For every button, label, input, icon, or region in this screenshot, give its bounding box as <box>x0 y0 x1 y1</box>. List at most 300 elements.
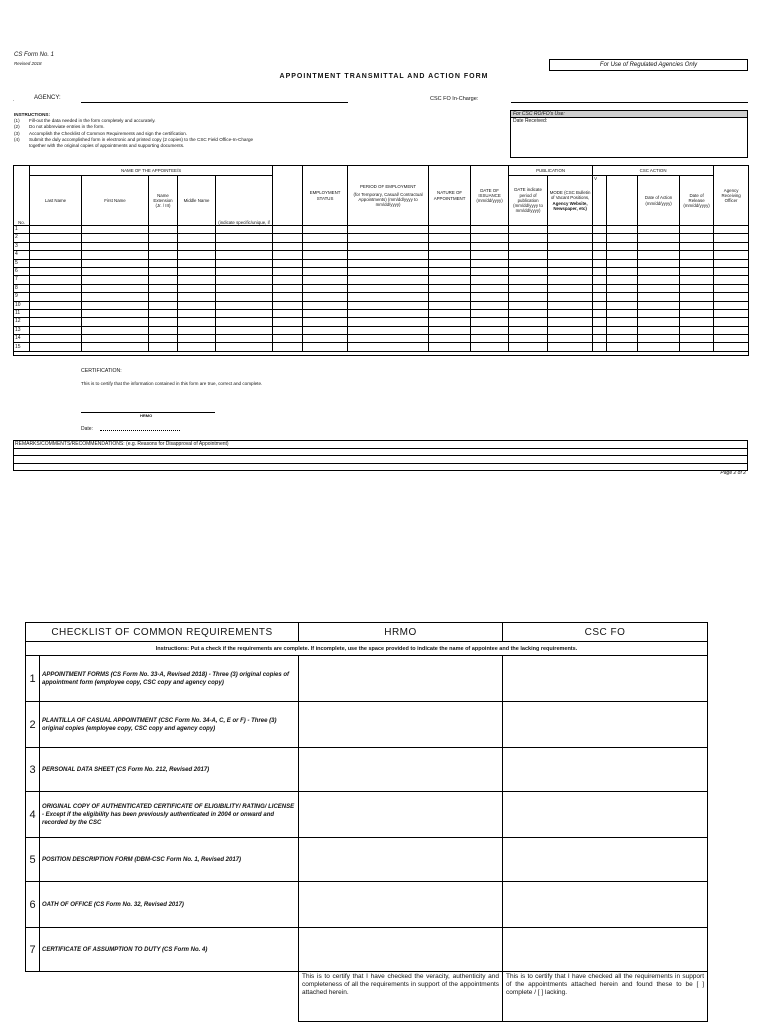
table-cell[interactable] <box>714 343 749 351</box>
table-cell[interactable] <box>638 309 680 317</box>
table-cell[interactable] <box>303 309 348 317</box>
table-cell[interactable] <box>509 309 548 317</box>
hrmo-check-cell[interactable] <box>299 748 503 792</box>
table-cell[interactable] <box>82 309 149 317</box>
table-cell[interactable] <box>680 267 714 275</box>
table-cell[interactable] <box>273 301 303 309</box>
table-cell[interactable] <box>548 259 593 267</box>
csc-fo-check-cell[interactable] <box>503 792 708 838</box>
table-cell[interactable] <box>638 267 680 275</box>
hrmo-check-cell[interactable] <box>299 882 503 928</box>
table-cell[interactable] <box>509 259 548 267</box>
table-cell[interactable] <box>638 226 680 234</box>
table-cell[interactable] <box>714 259 749 267</box>
table-cell[interactable] <box>607 326 638 334</box>
table-cell[interactable] <box>471 259 509 267</box>
csc-fo-check-cell[interactable] <box>503 882 708 928</box>
table-cell[interactable] <box>638 301 680 309</box>
table-cell[interactable] <box>548 293 593 301</box>
table-cell[interactable] <box>216 284 273 292</box>
table-cell[interactable] <box>216 343 273 351</box>
table-cell[interactable] <box>471 267 509 275</box>
table-row <box>14 251 749 259</box>
table-cell[interactable] <box>607 335 638 343</box>
table-cell[interactable] <box>82 301 149 309</box>
row-number: 5 <box>14 259 30 267</box>
table-cell[interactable] <box>680 293 714 301</box>
table-cell[interactable] <box>30 318 82 326</box>
table-cell[interactable] <box>273 293 303 301</box>
remarks-line[interactable] <box>14 463 748 471</box>
table-cell[interactable] <box>348 293 429 301</box>
table-cell[interactable] <box>348 326 429 334</box>
table-cell[interactable] <box>471 242 509 250</box>
table-cell[interactable] <box>593 234 607 242</box>
checklist-item-text: OATH OF OFFICE (CS Form No. 32, Revised 2017) <box>40 882 299 928</box>
remarks-line[interactable] <box>14 448 748 456</box>
table-cell[interactable] <box>178 284 216 292</box>
checklist-item-text: APPOINTMENT FORMS (CS Form No. 33-A, Revised 2018) - Three (3) original copies of appointment form (employee copy, CSC copy and agency copy) <box>40 656 299 702</box>
table-cell[interactable] <box>216 226 273 234</box>
table-cell[interactable] <box>178 293 216 301</box>
table-cell[interactable] <box>149 335 178 343</box>
csc-fo-check-cell[interactable] <box>503 702 708 748</box>
table-cell[interactable] <box>593 343 607 351</box>
table-cell[interactable] <box>680 226 714 234</box>
table-cell[interactable] <box>216 309 273 317</box>
table-cell[interactable] <box>303 276 348 284</box>
table-cell[interactable] <box>429 326 471 334</box>
table-cell[interactable] <box>149 259 178 267</box>
table-cell[interactable] <box>680 301 714 309</box>
table-cell[interactable] <box>509 284 548 292</box>
table-cell[interactable] <box>30 301 82 309</box>
col-indicate: (indicate specific/unique, if <box>216 176 273 226</box>
table-cell[interactable] <box>714 301 749 309</box>
table-cell[interactable] <box>82 318 149 326</box>
table-cell[interactable] <box>509 251 548 259</box>
table-cell[interactable] <box>548 309 593 317</box>
table-cell[interactable] <box>149 309 178 317</box>
table-cell[interactable] <box>273 326 303 334</box>
table-cell[interactable] <box>593 318 607 326</box>
table-cell[interactable] <box>82 226 149 234</box>
table-cell[interactable] <box>638 234 680 242</box>
table-cell[interactable] <box>149 284 178 292</box>
hrmo-check-cell[interactable] <box>299 838 503 882</box>
table-cell[interactable] <box>680 343 714 351</box>
table-cell[interactable] <box>714 326 749 334</box>
table-cell[interactable] <box>509 343 548 351</box>
table-cell[interactable] <box>216 318 273 326</box>
table-cell[interactable] <box>593 335 607 343</box>
table-cell[interactable] <box>348 276 429 284</box>
table-cell[interactable] <box>471 301 509 309</box>
table-cell[interactable] <box>471 234 509 242</box>
table-cell[interactable] <box>509 293 548 301</box>
table-cell[interactable] <box>593 259 607 267</box>
table-cell[interactable] <box>178 234 216 242</box>
table-cell[interactable] <box>509 234 548 242</box>
table-cell[interactable] <box>216 326 273 334</box>
table-cell[interactable] <box>607 251 638 259</box>
table-cell[interactable] <box>273 318 303 326</box>
table-row <box>14 226 749 234</box>
table-cell[interactable] <box>149 276 178 284</box>
table-cell[interactable] <box>216 234 273 242</box>
csc-fo-check-cell[interactable] <box>503 748 708 792</box>
table-cell[interactable] <box>680 326 714 334</box>
table-cell[interactable] <box>348 343 429 351</box>
table-cell[interactable] <box>548 318 593 326</box>
table-cell[interactable] <box>149 251 178 259</box>
table-cell[interactable] <box>607 318 638 326</box>
table-cell[interactable] <box>82 326 149 334</box>
table-cell[interactable] <box>149 301 178 309</box>
agency-label: AGENCY: <box>34 95 61 101</box>
table-cell[interactable] <box>429 276 471 284</box>
table-cell[interactable] <box>30 267 82 275</box>
table-cell[interactable] <box>303 326 348 334</box>
table-cell[interactable] <box>273 335 303 343</box>
table-cell[interactable] <box>149 267 178 275</box>
table-cell[interactable] <box>178 276 216 284</box>
hrmo-check-cell[interactable] <box>299 656 503 702</box>
table-cell[interactable] <box>680 276 714 284</box>
table-cell[interactable] <box>30 326 82 334</box>
table-cell[interactable] <box>638 318 680 326</box>
table-cell[interactable] <box>178 326 216 334</box>
table-cell[interactable] <box>348 259 429 267</box>
table-cell[interactable] <box>429 251 471 259</box>
hrmo-check-cell[interactable] <box>299 928 503 972</box>
table-cell[interactable] <box>429 234 471 242</box>
table-cell[interactable] <box>680 309 714 317</box>
table-cell[interactable] <box>348 335 429 343</box>
form-title: APPOINTMENT TRANSMITTAL AND ACTION FORM <box>279 73 489 80</box>
table-cell[interactable] <box>178 226 216 234</box>
table-cell[interactable] <box>82 293 149 301</box>
col-name-extension: Name Extension (Jr. / III) <box>149 176 178 226</box>
table-cell[interactable] <box>149 226 178 234</box>
table-cell[interactable] <box>30 309 82 317</box>
csc-fo-check-cell[interactable] <box>503 838 708 882</box>
table-cell[interactable] <box>273 267 303 275</box>
table-cell[interactable] <box>303 335 348 343</box>
table-cell[interactable] <box>429 301 471 309</box>
table-cell[interactable] <box>593 226 607 234</box>
table-cell[interactable] <box>714 284 749 292</box>
table-cell[interactable] <box>680 259 714 267</box>
remarks-line[interactable] <box>14 456 748 464</box>
revision-note: Revised 2018 <box>14 61 42 66</box>
table-cell[interactable] <box>638 276 680 284</box>
table-cell[interactable] <box>216 301 273 309</box>
table-cell[interactable] <box>216 335 273 343</box>
table-cell[interactable] <box>680 318 714 326</box>
table-cell[interactable] <box>429 343 471 351</box>
table-cell[interactable] <box>82 335 149 343</box>
table-cell[interactable] <box>714 251 749 259</box>
table-cell[interactable] <box>348 234 429 242</box>
table-cell[interactable] <box>714 242 749 250</box>
table-cell[interactable] <box>178 267 216 275</box>
table-end-row <box>14 351 749 355</box>
table-row <box>14 309 749 317</box>
table-cell[interactable] <box>607 301 638 309</box>
table-cell[interactable] <box>273 309 303 317</box>
table-cell[interactable] <box>607 293 638 301</box>
table-cell[interactable] <box>548 226 593 234</box>
table-cell[interactable] <box>303 343 348 351</box>
table-cell[interactable] <box>303 301 348 309</box>
table-cell[interactable] <box>509 226 548 234</box>
table-cell[interactable] <box>593 251 607 259</box>
table-cell[interactable] <box>593 293 607 301</box>
agency-field[interactable] <box>81 102 348 103</box>
table-cell[interactable] <box>471 251 509 259</box>
table-cell[interactable] <box>429 309 471 317</box>
hrmo-certification: This is to certify that I have checked the veracity, authenticity and completeness of all the requirements in support of the appointments attached herein. <box>299 972 503 1022</box>
table-cell[interactable] <box>30 242 82 250</box>
table-cell[interactable] <box>429 226 471 234</box>
table-cell[interactable] <box>471 343 509 351</box>
table-cell[interactable] <box>429 284 471 292</box>
table-cell[interactable] <box>82 242 149 250</box>
table-cell[interactable] <box>178 242 216 250</box>
table-cell[interactable] <box>30 284 82 292</box>
table-cell[interactable] <box>429 242 471 250</box>
csc-fo-check-cell[interactable] <box>503 656 708 702</box>
table-cell[interactable] <box>607 259 638 267</box>
table-cell[interactable] <box>273 284 303 292</box>
table-cell[interactable] <box>593 276 607 284</box>
table-cell[interactable] <box>149 242 178 250</box>
table-cell[interactable] <box>82 259 149 267</box>
table-cell[interactable] <box>303 226 348 234</box>
table-cell[interactable] <box>680 251 714 259</box>
table-cell[interactable] <box>471 276 509 284</box>
table-cell[interactable] <box>273 259 303 267</box>
table-cell[interactable] <box>548 343 593 351</box>
table-cell[interactable] <box>509 267 548 275</box>
table-cell[interactable] <box>509 276 548 284</box>
instructions <box>14 112 434 149</box>
col-pub-mode: MODE (CSC Bulletin of Vacant Positions, Agency Website, Newspaper, etc) <box>548 176 593 226</box>
table-cell[interactable] <box>30 343 82 351</box>
table-cell[interactable] <box>714 318 749 326</box>
table-cell[interactable] <box>149 318 178 326</box>
table-cell[interactable] <box>714 276 749 284</box>
table-cell[interactable] <box>216 242 273 250</box>
table-row <box>14 276 749 284</box>
table-row <box>14 326 749 334</box>
table-cell[interactable] <box>607 226 638 234</box>
table-cell[interactable] <box>548 284 593 292</box>
table-cell[interactable] <box>216 276 273 284</box>
table-cell[interactable] <box>714 293 749 301</box>
table-cell[interactable] <box>509 326 548 334</box>
table-cell[interactable] <box>638 343 680 351</box>
table-cell[interactable] <box>178 251 216 259</box>
table-cell[interactable] <box>429 259 471 267</box>
table-cell[interactable] <box>178 301 216 309</box>
table-cell[interactable] <box>429 318 471 326</box>
table-cell[interactable] <box>593 284 607 292</box>
table-cell[interactable] <box>303 267 348 275</box>
csc-fo-field[interactable] <box>511 102 748 103</box>
table-cell[interactable] <box>348 251 429 259</box>
table-cell[interactable] <box>714 335 749 343</box>
table-cell[interactable] <box>638 242 680 250</box>
table-cell[interactable] <box>82 267 149 275</box>
csc-action-header: CSC ACTION <box>593 166 714 176</box>
table-cell[interactable] <box>348 242 429 250</box>
table-cell[interactable] <box>429 293 471 301</box>
csc-fo-check-cell[interactable] <box>503 928 708 972</box>
row-number: 7 <box>14 276 30 284</box>
date-field[interactable] <box>100 430 180 431</box>
table-cell[interactable] <box>607 234 638 242</box>
table-cell[interactable] <box>30 293 82 301</box>
table-cell[interactable] <box>348 267 429 275</box>
table-cell[interactable] <box>30 276 82 284</box>
hrmo-check-cell[interactable] <box>299 792 503 838</box>
checklist-item <box>26 838 708 882</box>
table-cell[interactable] <box>509 335 548 343</box>
table-cell[interactable] <box>509 242 548 250</box>
table-cell[interactable] <box>303 242 348 250</box>
table-cell[interactable] <box>303 293 348 301</box>
table-cell[interactable] <box>273 343 303 351</box>
table-cell[interactable] <box>429 267 471 275</box>
table-cell[interactable] <box>348 309 429 317</box>
table-cell[interactable] <box>471 318 509 326</box>
table-cell[interactable] <box>607 309 638 317</box>
table-cell[interactable] <box>30 259 82 267</box>
table-cell[interactable] <box>82 276 149 284</box>
table-cell[interactable] <box>216 259 273 267</box>
table-cell[interactable] <box>30 335 82 343</box>
table-cell[interactable] <box>593 242 607 250</box>
table-cell[interactable] <box>607 276 638 284</box>
blank-header <box>273 166 303 226</box>
table-cell[interactable] <box>714 234 749 242</box>
csc-use-title: For CSC RO/FO's Use: <box>511 111 747 118</box>
table-cell[interactable] <box>348 318 429 326</box>
table-cell[interactable] <box>548 276 593 284</box>
table-cell[interactable] <box>178 318 216 326</box>
table-cell[interactable] <box>607 284 638 292</box>
table-cell[interactable] <box>348 301 429 309</box>
table-cell[interactable] <box>348 226 429 234</box>
table-cell[interactable] <box>607 242 638 250</box>
table-cell[interactable] <box>273 242 303 250</box>
table-cell[interactable] <box>593 301 607 309</box>
table-cell[interactable] <box>680 335 714 343</box>
table-cell[interactable] <box>149 234 178 242</box>
table-cell[interactable] <box>548 251 593 259</box>
table-cell[interactable] <box>509 318 548 326</box>
table-cell[interactable] <box>303 234 348 242</box>
table-cell[interactable] <box>593 309 607 317</box>
table-cell[interactable] <box>149 343 178 351</box>
table-cell[interactable] <box>178 335 216 343</box>
table-cell[interactable] <box>548 335 593 343</box>
table-cell[interactable] <box>82 234 149 242</box>
table-cell[interactable] <box>638 251 680 259</box>
table-cell[interactable] <box>548 234 593 242</box>
page-number: Page 2 of 2 <box>720 470 746 476</box>
table-cell[interactable] <box>30 251 82 259</box>
table-cell[interactable] <box>216 293 273 301</box>
table-cell[interactable] <box>149 293 178 301</box>
table-cell[interactable] <box>638 326 680 334</box>
table-cell[interactable] <box>303 259 348 267</box>
table-cell[interactable] <box>471 326 509 334</box>
table-cell[interactable] <box>548 301 593 309</box>
table-cell[interactable] <box>178 309 216 317</box>
table-cell[interactable] <box>548 267 593 275</box>
table-cell[interactable] <box>82 284 149 292</box>
table-cell[interactable] <box>471 284 509 292</box>
table-cell[interactable] <box>607 343 638 351</box>
remarks-table <box>13 440 748 471</box>
csc-fo-header: CSC FO <box>503 623 708 642</box>
table-cell[interactable] <box>607 267 638 275</box>
table-cell[interactable] <box>471 309 509 317</box>
table-cell[interactable] <box>273 276 303 284</box>
table-cell[interactable] <box>303 318 348 326</box>
table-cell[interactable] <box>638 259 680 267</box>
table-cell[interactable] <box>273 234 303 242</box>
table-cell[interactable] <box>429 335 471 343</box>
table-cell[interactable] <box>471 293 509 301</box>
table-cell[interactable] <box>303 284 348 292</box>
table-cell[interactable] <box>638 335 680 343</box>
table-cell[interactable] <box>30 234 82 242</box>
table-cell[interactable] <box>348 284 429 292</box>
table-cell[interactable] <box>178 343 216 351</box>
table-cell[interactable] <box>178 259 216 267</box>
table-cell[interactable] <box>548 242 593 250</box>
table-cell[interactable] <box>471 226 509 234</box>
table-cell[interactable] <box>593 326 607 334</box>
table-cell[interactable] <box>593 267 607 275</box>
table-cell[interactable] <box>82 343 149 351</box>
table-cell[interactable] <box>548 326 593 334</box>
table-cell[interactable] <box>471 335 509 343</box>
table-cell[interactable] <box>714 309 749 317</box>
table-cell[interactable] <box>714 226 749 234</box>
table-cell[interactable] <box>303 251 348 259</box>
table-cell[interactable] <box>680 284 714 292</box>
table-cell[interactable] <box>273 251 303 259</box>
table-cell[interactable] <box>714 267 749 275</box>
table-cell[interactable] <box>273 226 303 234</box>
table-cell[interactable] <box>638 284 680 292</box>
table-cell[interactable] <box>216 251 273 259</box>
table-cell[interactable] <box>680 234 714 242</box>
table-cell[interactable] <box>82 251 149 259</box>
table-cell[interactable] <box>30 226 82 234</box>
hrmo-check-cell[interactable] <box>299 702 503 748</box>
table-cell[interactable] <box>509 301 548 309</box>
table-cell[interactable] <box>149 326 178 334</box>
table-cell[interactable] <box>680 242 714 250</box>
table-cell[interactable] <box>638 293 680 301</box>
table-cell[interactable] <box>216 267 273 275</box>
